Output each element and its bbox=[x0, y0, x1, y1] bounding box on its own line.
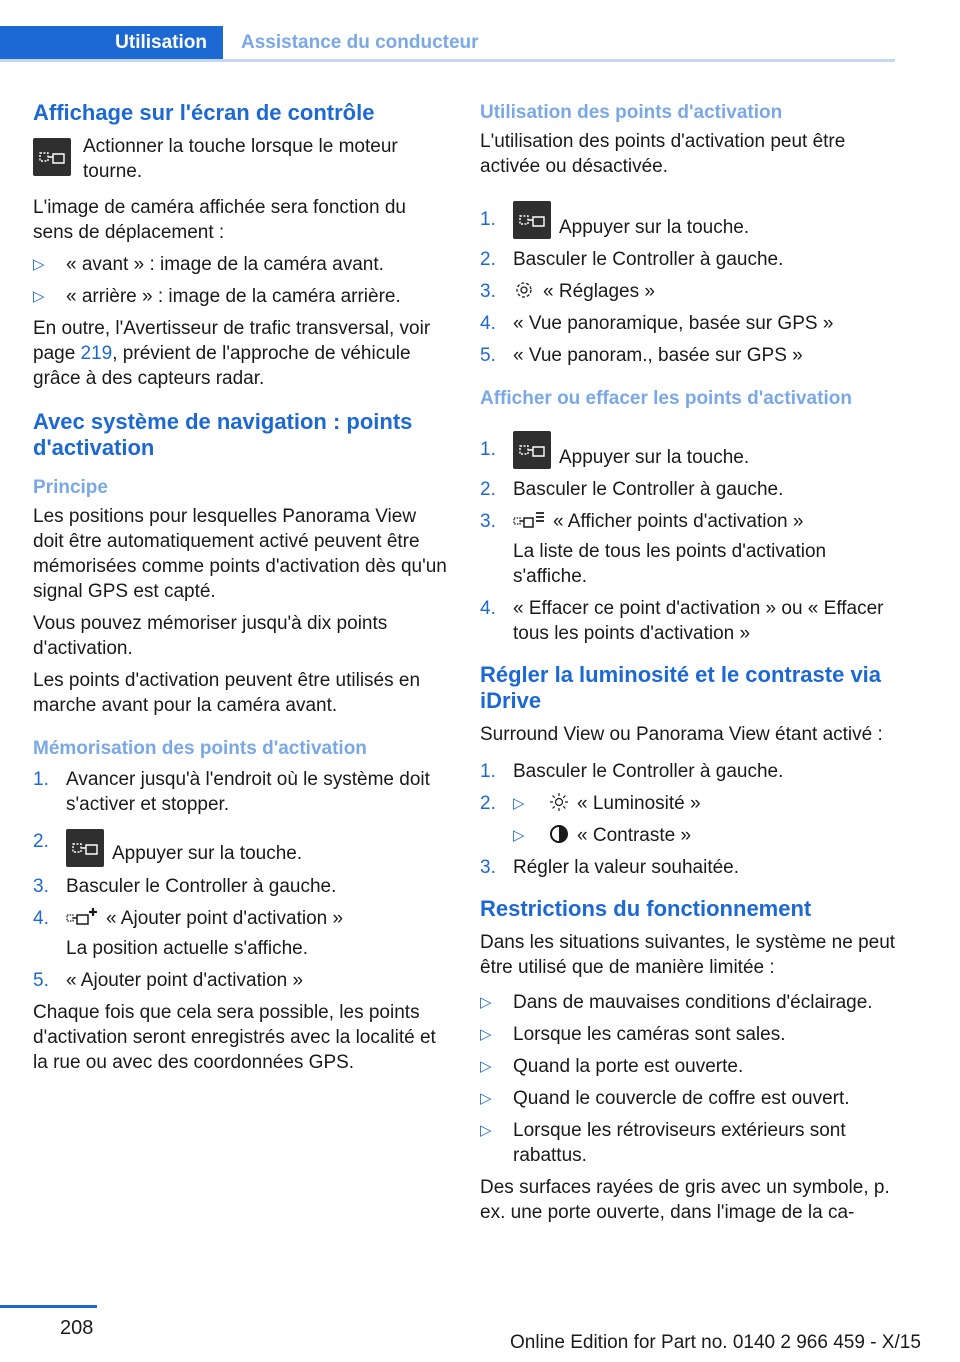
aff-step3-sub: La liste de tous les points d'activation s'affiche. bbox=[513, 541, 827, 587]
list-item: ▷ Quand la porte est ouverte. bbox=[480, 1056, 744, 1077]
header-tabs bbox=[0, 26, 895, 62]
list-item: 1. Appuyer sur la touche. bbox=[480, 197, 898, 240]
edition-text: Online Edition for Part no. 0140 2 966 459 - X/15 bbox=[510, 1332, 921, 1353]
list-item: 3. « Afficher points d'activation » bbox=[480, 511, 804, 532]
principe-text-1: Les positions pour lesquelles Panorama View doit être automatiquement activé peuvent être mémorisées comme points d'activation dès qu'un signal GPS est capté. bbox=[33, 506, 447, 602]
sub-bullet: ▷ « Luminosité » bbox=[513, 793, 701, 814]
footer-divider bbox=[0, 1305, 97, 1308]
heading-utilisation-points: Utilisation des points d'activation bbox=[480, 102, 783, 123]
heading-affichage: Affichage sur l'écran de contrôle bbox=[33, 100, 375, 125]
luminosite-text: Surround View ou Panorama View étant activé : bbox=[480, 724, 883, 745]
left-column bbox=[33, 100, 451, 1082]
heading-luminosite: Régler la luminosité et le contraste via iDrive bbox=[480, 662, 882, 713]
list-item: ▷ Dans de mauvaises conditions d'éclairage. bbox=[480, 992, 873, 1013]
list-item: 1. Appuyer sur la touche. bbox=[480, 427, 898, 470]
image-deplacement-text: L'image de caméra affichée sera fonction du sens de déplacement : bbox=[33, 197, 406, 243]
outre-text: En outre, l'Avertisseur de trafic transversal, voir page 219, prévient de l'approche de véhicule grâce à des capteurs radar. bbox=[33, 318, 431, 389]
list-item: 4. « Effacer ce point d'activation » ou « Effacer tous les points d'activation » bbox=[480, 598, 884, 644]
add-activation-point-icon bbox=[66, 907, 98, 927]
camera-button-icon bbox=[513, 431, 551, 469]
principe-text-2: Vous pouvez mémoriser jusqu'à dix points d'activation. bbox=[33, 613, 388, 659]
bullet-triangle-icon: ▷ bbox=[33, 256, 45, 273]
list-item: 4. « Ajouter point d'activation » bbox=[33, 908, 344, 929]
utilisation-steps bbox=[480, 197, 898, 368]
camera-button-icon bbox=[66, 829, 104, 867]
page-link[interactable]: 219 bbox=[80, 343, 113, 364]
sub-bullet: ▷ « Contraste » bbox=[513, 825, 692, 846]
afficher-steps bbox=[480, 427, 898, 646]
heading-navigation: Avec système de navigation : points d'activation bbox=[33, 409, 413, 460]
list-item: ▷ « arrière » : image de la caméra arrière. bbox=[33, 286, 401, 307]
bullet-triangle-icon: ▷ bbox=[480, 1122, 492, 1139]
list-item: 1. Avancer jusqu'à l'endroit où le système doit s'activer et stopper. bbox=[33, 769, 430, 815]
memorisation-steps bbox=[33, 767, 451, 993]
bullet-triangle-icon: ▷ bbox=[33, 288, 45, 305]
list-item: 3. Basculer le Controller à gauche. bbox=[33, 876, 337, 897]
memorisation-final: Chaque fois que cela sera possible, les points d'activation seront enregistrés avec la localité et la rue ou avec des coordonnées GPS. bbox=[33, 1002, 436, 1073]
list-item: 2. Basculer le Controller à gauche. bbox=[480, 479, 784, 500]
bullet-triangle-icon: ▷ bbox=[513, 827, 525, 844]
principe-text-3: Les points d'activation peuvent être utilisés en marche avant pour la caméra avant. bbox=[33, 670, 421, 716]
list-activation-points-icon bbox=[513, 510, 545, 530]
tab-assistance-conducteur[interactable]: Assistance du conducteur bbox=[241, 32, 479, 53]
list-item: ▷ « avant » : image de la caméra avant. bbox=[33, 254, 384, 275]
list-item: 1. Basculer le Controller à gauche. bbox=[480, 761, 784, 782]
heading-restrictions: Restrictions du fonctionnement bbox=[480, 896, 812, 921]
list-item: 3. « Réglages » bbox=[480, 281, 655, 302]
page-number: 208 bbox=[60, 1317, 94, 1339]
luminosite-steps bbox=[480, 759, 898, 880]
camera-button-icon bbox=[33, 138, 71, 176]
bullet-triangle-icon: ▷ bbox=[480, 1090, 492, 1107]
list-item: 5. « Ajouter point d'activation » bbox=[33, 970, 304, 991]
list-item: ▷ Lorsque les caméras sont sales. bbox=[480, 1024, 786, 1045]
header-divider bbox=[0, 59, 895, 62]
tab-utilisation[interactable]: Utilisation bbox=[0, 26, 223, 59]
list-item: 2. ▷ « Luminosité » bbox=[480, 791, 898, 816]
bullet-triangle-icon: ▷ bbox=[513, 795, 525, 812]
restrictions-final: Des surfaces rayées de gris avec un symbole, p. ex. une porte ouverte, dans l'image de la ca- bbox=[480, 1177, 890, 1223]
memo-step4-sub: La position actuelle s'affiche. bbox=[66, 938, 308, 959]
brightness-icon bbox=[549, 792, 569, 812]
utilisation-text: L'utilisation des points d'activation peut être activée ou désactivée. bbox=[480, 131, 846, 177]
list-item: 2. Appuyer sur la touche. bbox=[33, 829, 451, 867]
contrast-icon bbox=[549, 824, 569, 844]
right-column bbox=[480, 100, 898, 1232]
bullet-triangle-icon: ▷ bbox=[480, 994, 492, 1011]
heading-afficher-effacer: Afficher ou effacer les points d'activation bbox=[480, 388, 852, 409]
heading-memorisation: Mémorisation des points d'activation bbox=[33, 738, 367, 759]
bullet-triangle-icon: ▷ bbox=[480, 1058, 492, 1075]
camera-button-icon bbox=[513, 201, 551, 239]
list-item: 3. Régler la valeur souhaitée. bbox=[480, 857, 740, 878]
bullet-triangle-icon: ▷ bbox=[480, 1026, 492, 1043]
restrictions-bullets bbox=[480, 990, 898, 1168]
list-item: 4. « Vue panoramique, basée sur GPS » bbox=[480, 313, 834, 334]
list-item: ▷ Lorsque les rétroviseurs extérieurs sont rabattus. bbox=[480, 1120, 846, 1166]
restrictions-text: Dans les situations suivantes, le système ne peut être utilisé que de manière limitée : bbox=[480, 932, 896, 978]
heading-principe: Principe bbox=[33, 477, 108, 498]
settings-gear-icon bbox=[513, 280, 535, 300]
camera-bullets bbox=[33, 252, 451, 309]
list-item: ▷ Quand le couvercle de coffre est ouvert. bbox=[480, 1088, 850, 1109]
list-item: 5. « Vue panoram., basée sur GPS » bbox=[480, 345, 803, 366]
list-item: 2. Basculer le Controller à gauche. bbox=[480, 249, 784, 270]
affichage-text: Actionner la touche lorsque le moteur tourne. bbox=[83, 136, 398, 182]
